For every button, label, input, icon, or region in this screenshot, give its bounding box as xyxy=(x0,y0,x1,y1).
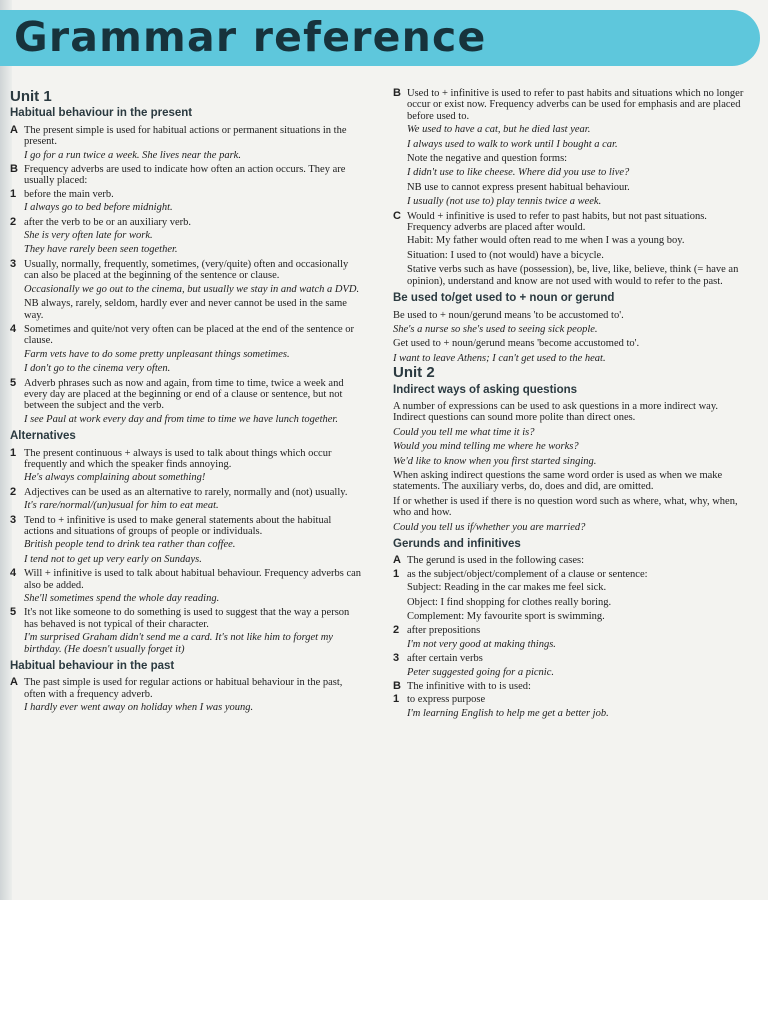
example-sentence: I tend not to get up very early on Sundays. xyxy=(24,553,202,565)
rule-item xyxy=(10,568,362,591)
example-sentence: I'm learning English to help me get a better job. xyxy=(407,707,609,719)
example-sentence: I usually (not use to) play tennis twice a week. xyxy=(407,196,602,208)
rule-item xyxy=(393,694,748,705)
section-heading: Be used to/get used to + noun or gerund xyxy=(393,292,615,305)
example-sentence: She is very often late for work. xyxy=(24,230,153,242)
rule-item xyxy=(10,125,362,148)
item-text: Frequency adverbs are used to indicate how often an action occurs. They are usually placed: xyxy=(24,164,346,187)
rule-item xyxy=(393,88,748,122)
body-text: Get used to + noun/gerund means 'become accustomed to'. xyxy=(393,338,640,350)
section-heading: Habitual behaviour in the past xyxy=(10,660,175,673)
item-text: Adverb phrases such as now and again, from time to time, twice a week and every day are placed at the beginning or end of a clause or sentence, but not between the subject and the verb. xyxy=(24,377,344,412)
body-text: Be used to + noun/gerund means 'to be accustomed to'. xyxy=(393,309,624,321)
example-sentence: I always go to bed before midnight. xyxy=(24,202,173,214)
rule-item xyxy=(10,515,362,538)
example-sentence: I go for a run twice a week. She lives near the park. xyxy=(24,149,241,161)
item-marker: 1 xyxy=(393,693,400,706)
item-marker: A xyxy=(10,676,18,689)
item-text: after certain verbs xyxy=(407,653,483,665)
example-sentence: I hardly ever went away on holiday when I was young. xyxy=(24,702,254,714)
item-text: Usually, normally, frequently, sometimes, (very/quite) often and occasionally can also be placed at the beginning of the sentence or clause. xyxy=(24,258,349,282)
rule-item xyxy=(10,378,362,412)
item-marker: 2 xyxy=(393,624,400,637)
item-marker: 4 xyxy=(10,567,17,580)
example-sentence: We used to have a cat, but he died last year. xyxy=(407,124,591,136)
note-text: Complement: My favourite sport is swimming. xyxy=(407,611,605,623)
item-marker: B xyxy=(393,680,401,693)
example-sentence: Farm vets have to do some pretty unpleasant things sometimes. xyxy=(24,348,290,360)
rule-item xyxy=(10,217,362,228)
item-text: after the verb to be or an auxiliary verb. xyxy=(24,216,192,228)
example-sentence: She's a nurse so she's used to seeing sick people. xyxy=(393,323,598,335)
rule-item xyxy=(10,487,362,498)
item-text: The past simple is used for regular actions or habitual behaviour in the past, often with a frequency adverb. xyxy=(24,677,343,700)
rule-item xyxy=(10,324,362,347)
rule-item xyxy=(10,607,362,630)
page-title: Grammar reference xyxy=(14,13,487,61)
example-sentence: Could you tell us if/whether you are married? xyxy=(393,521,586,533)
example-sentence: Occasionally we go out to the cinema, but usually we stay in and watch a DVD. xyxy=(24,283,360,295)
item-text: to express purpose xyxy=(407,694,486,706)
rule-item xyxy=(10,164,362,187)
note-text: Object: I find shopping for clothes really boring. xyxy=(407,596,612,608)
section-heading: Indirect ways of asking questions xyxy=(393,383,578,396)
body-text: When asking indirect questions the same word order is used as when we make statements. The auxiliary verbs, do, does and did, are omitted. xyxy=(393,469,723,493)
item-marker: 4 xyxy=(10,322,17,335)
rule-item xyxy=(10,448,362,471)
example-sentence: I see Paul at work every day and from time to time we have lunch together. xyxy=(24,413,338,425)
note-text: NB use to cannot express present habitual behaviour. xyxy=(407,181,630,193)
rule-item xyxy=(393,211,748,234)
item-marker: 2 xyxy=(10,215,17,228)
item-text: The gerund is used in the following cases: xyxy=(407,555,585,567)
item-marker: 2 xyxy=(10,485,17,498)
example-sentence: I'm not very good at making things. xyxy=(407,638,556,650)
rule-item xyxy=(393,569,748,580)
example-sentence: He's always complaining about something! xyxy=(24,472,206,484)
item-marker: 3 xyxy=(393,652,400,665)
unit-heading: Unit 2 xyxy=(393,364,435,382)
item-marker: 3 xyxy=(10,513,17,526)
example-sentence: British people tend to drink tea rather than coffee. xyxy=(24,539,236,551)
section-heading: Gerunds and infinitives xyxy=(393,538,521,550)
section-heading: Alternatives xyxy=(10,430,76,443)
item-text: Tend to + infinitive is used to make general statements about the habitual actions and situations of groups of people or individuals. xyxy=(24,514,332,537)
example-sentence: I didn't use to like cheese. Where did you use to live? xyxy=(407,167,630,179)
right-column xyxy=(393,88,748,722)
item-text: Used to + infinitive is used to refer to past habits and situations which no longer occur or exist now. Frequency adverbs can be used for emphasis and are placed before used to. xyxy=(407,88,744,122)
note-text: Habit: My father would often read to me when I was a young boy. xyxy=(407,235,685,247)
item-text: Will + infinitive is used to talk about habitual behaviour. Frequency adverbs can also be added. xyxy=(24,568,362,591)
item-text: Would + infinitive is used to refer to past habits, but not past situations. Frequency adverbs are placed after would. xyxy=(407,210,707,234)
example-sentence: Could you tell me what time it is? xyxy=(393,426,535,438)
note-text: Note the negative and question forms: xyxy=(407,153,568,165)
item-text: Adjectives can be used as an alternative to rarely, normally and (not) usually. xyxy=(24,486,348,498)
example-sentence: Would you mind telling me where he works? xyxy=(393,441,579,453)
rule-item xyxy=(393,653,748,664)
note-text: Stative verbs such as have (possession), be, live, like, believe, think (= have an opinion), understand and know are not used with would to refer to the past. xyxy=(407,264,739,287)
item-marker: 5 xyxy=(10,376,17,389)
example-sentence: She'll sometimes spend the whole day reading. xyxy=(24,593,220,605)
item-marker: A xyxy=(10,123,18,136)
item-text: The present continuous + always is used to talk about things which occur frequently and which the speaker finds annoying. xyxy=(24,447,332,470)
item-marker: B xyxy=(10,163,18,176)
unit-heading: Unit 1 xyxy=(10,88,52,105)
item-marker: C xyxy=(393,209,401,222)
note-text: Subject: Reading in the car makes me feel sick. xyxy=(407,582,607,594)
item-text: as the subject/object/complement of a clause or sentence: xyxy=(407,568,648,580)
item-marker: 1 xyxy=(10,446,17,459)
left-column xyxy=(10,88,362,717)
example-sentence: It's rare/normal/(un)usual for him to eat meat. xyxy=(24,500,219,512)
example-sentence: I always used to walk to work until I bought a car. xyxy=(407,138,618,150)
item-text: The infinitive with to is used: xyxy=(407,681,531,693)
item-text: It's not like someone to do something is used to suggest that the way a person has behaved is not typical of their character. xyxy=(24,607,350,630)
note-text: Situation: I used to (not would) have a bicycle. xyxy=(407,249,604,261)
example-sentence: I'm surprised Graham didn't send me a card. It's not like him to forget my birthday. (He doesn't usually forget it) xyxy=(24,632,333,655)
example-sentence: I want to leave Athens; I can't get used to the heat. xyxy=(393,352,606,364)
rule-item xyxy=(10,677,362,700)
section-heading: Habitual behaviour in the present xyxy=(10,107,193,120)
item-marker: 3 xyxy=(10,257,17,270)
example-sentence: I don't go to the cinema very often. xyxy=(24,363,171,375)
item-marker: A xyxy=(393,554,401,567)
item-marker: 1 xyxy=(393,567,400,580)
item-marker: 1 xyxy=(10,187,17,200)
rule-item xyxy=(10,189,362,200)
rule-item xyxy=(393,555,748,566)
item-text: before the main verb. xyxy=(24,188,114,200)
example-sentence: They have rarely been seen together. xyxy=(24,244,178,256)
title-banner xyxy=(0,10,760,66)
body-text: A number of expressions can be used to ask questions in a more indirect way. Indirect questions can sound more polite than direct ones. xyxy=(393,400,719,424)
item-marker: 5 xyxy=(10,606,17,619)
body-text: If or whether is used if there is no question word such as where, what, why, when, who and how. xyxy=(393,495,738,519)
note-text: NB always, rarely, seldom, hardly ever and never cannot be used in the same way. xyxy=(24,298,347,321)
rule-item xyxy=(393,625,748,636)
item-text: after prepositions xyxy=(407,625,481,637)
rule-item xyxy=(393,681,748,692)
item-marker: B xyxy=(393,87,401,99)
example-sentence: We'd like to know when you first started singing. xyxy=(393,455,597,467)
item-text: The present simple is used for habitual actions or permanent situations in the present. xyxy=(24,124,347,148)
item-text: Sometimes and quite/not very often can be placed at the end of the sentence or clause. xyxy=(24,323,355,347)
rule-item xyxy=(10,259,362,282)
example-sentence: Peter suggested going for a picnic. xyxy=(407,666,554,678)
